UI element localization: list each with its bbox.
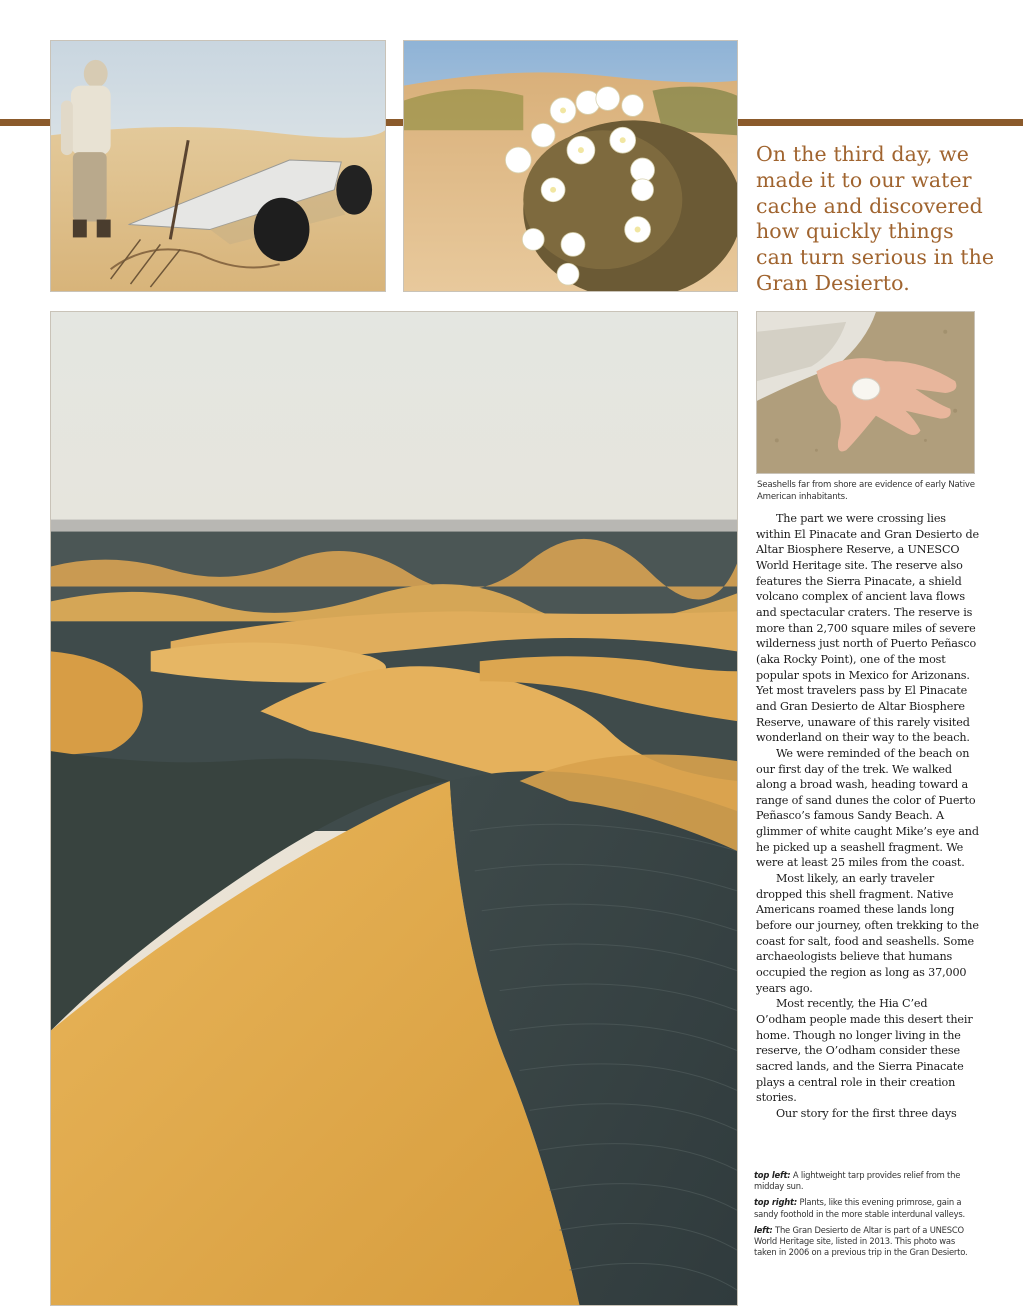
caption-text: Plants, like this evening primrose, gain a sandy foothold in the more stable interdunal valleys. — [754, 1197, 965, 1219]
body-paragraph: Our story for the first three days — [776, 1106, 957, 1120]
header-rule-left — [0, 119, 50, 126]
photo-seashell-hand — [756, 311, 975, 474]
caption-label: top right: — [754, 1197, 797, 1208]
body-paragraph: Most likely, an early traveler dropped this shell fragment. Native Americans roamed these lands long before our journey, often trekking to the coast for salt, food and seashells. Some archaeologists believe that humans occupied the region as long as 37,000 years ago. — [756, 872, 979, 995]
seashell-caption: Seashells far from shore are evidence of early Native American inhabitants. — [757, 480, 975, 502]
caption-top-right — [754, 1197, 976, 1219]
header-rule-middle — [386, 119, 403, 126]
body-paragraph: The part we were crossing lies within El Pinacate and Gran Desierto de Altar Biosphere Reserve, a UNESCO World Heritage site. The reserve also features the Sierra Pinacate, a shield volcano complex of ancient lava flows and spectacular craters. The reserve is more than 2,700 square miles of severe wilderness just north of Puerto Peñasco (aka Rocky Point), one of the most popular spots in Mexico for Arizonans. Yet most travelers pass by El Pinacate and Gran Desierto de Altar Biosphere Reserve, unaware of this rarely visited wonderland on their way to the beach. — [756, 512, 979, 745]
caption-label: left: — [754, 1224, 773, 1235]
body-paragraph: We were reminded of the beach on our first day of the trek. We walked along a broad wash, heading toward a range of sand dunes the color of Puerto Peñasco’s famous Sandy Beach. A glimmer of white caught Mike’s eye and he picked up a seashell fragment. We were at least 25 miles from the coast. — [756, 746, 979, 870]
pull-quote: On the third day, we made it to our water cache and discovered how quickly things can turn serious in the Gran Desierto. — [756, 142, 995, 295]
photo-captions — [754, 1170, 976, 1263]
photo-hiker-tarp — [50, 40, 386, 292]
caption-top-left — [754, 1170, 976, 1192]
caption-text: The Gran Desierto de Altar is part of a UNESCO World Heritage site, listed in 2013. This photo was taken in 2006 on a previous trip in the Gran Desierto. — [754, 1224, 968, 1258]
photo-evening-primrose — [403, 40, 738, 292]
caption-left — [754, 1225, 976, 1259]
article-body — [756, 511, 980, 1122]
header-rule-right — [738, 119, 1023, 126]
caption-label: top left: — [754, 1170, 791, 1180]
caption-text: A lightweight tarp provides relief from the midday sun. — [754, 1170, 961, 1192]
photo-sand-dunes — [50, 311, 738, 1306]
body-paragraph: Most recently, the Hia C’ed O’odham people made this desert their home. Though no longer living in the reserve, the O’odham consider these sacred lands, and the Sierra Pinacate plays a central role in their creation stories. — [756, 997, 973, 1105]
